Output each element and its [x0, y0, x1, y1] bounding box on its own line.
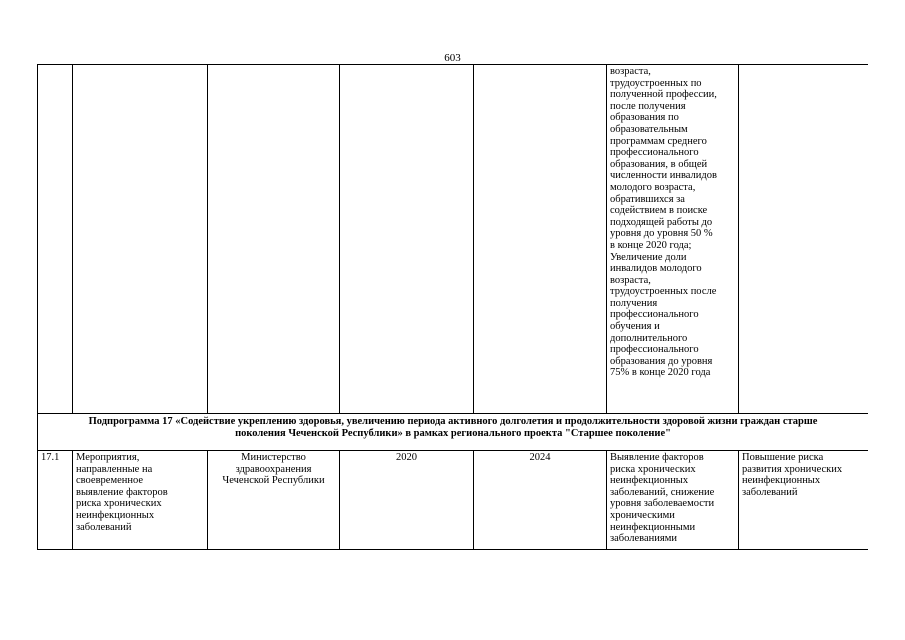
program-table: [37, 64, 868, 550]
table-row-continued: [38, 65, 869, 414]
subprogram-header-cell: [38, 414, 869, 451]
cell-executor: [208, 65, 340, 414]
cell-activity: [73, 65, 208, 414]
page-number: 603: [444, 52, 461, 64]
cell-start-year: 2020: [340, 451, 474, 550]
cell-number: [38, 65, 73, 414]
cell-activity: Мероприятия, направленные на своевременное выявление факторов риска хронических неинфекционных заболеваний: [73, 451, 208, 550]
cell-expected-result: возраста, трудоустроенных по полученной профессии, после получения образования по образовательным программам среднего профессионального образования, в общей численности инвалидов молодого возраста, обратившихся за содействием в поиске подходящей работы до уровня до уровня 50 % в конце 2020 года; Увеличение доли инвалидов молодого возраста, трудоустроенных после получения профессионального обучения и дополнительного профессионального образования до уровня 75% в конце 2020 года: [607, 65, 739, 414]
table-row-17-1: [38, 451, 869, 550]
subprogram-header-row: [38, 414, 869, 451]
cell-risk: [739, 65, 869, 414]
subprogram-title-line1: Подпрограмма 17 «Содействие укреплению здоровья, увеличению периода активного долголетия и продолжительности здоровой жизни граждан старше: [88, 416, 818, 427]
cell-number: 17.1: [38, 451, 73, 550]
cell-start-year: [340, 65, 474, 414]
cell-expected-result: Выявление факторов риска хронических неинфекционных заболеваний, снижение уровня заболеваемости хроническими неинфекционными заболеваниями: [607, 451, 739, 550]
cell-end-year: 2024: [474, 451, 607, 550]
subprogram-title-line2: поколения Чеченской Республики» в рамках регионального проекта "Старшее поколение": [235, 428, 671, 439]
program-table-container: [37, 64, 868, 550]
cell-executor: Министерство здравоохранения Чеченской Республики: [208, 451, 340, 550]
cell-end-year: [474, 65, 607, 414]
cell-risk: Повышение риска развития хронических неинфекционных заболеваний: [739, 451, 869, 550]
